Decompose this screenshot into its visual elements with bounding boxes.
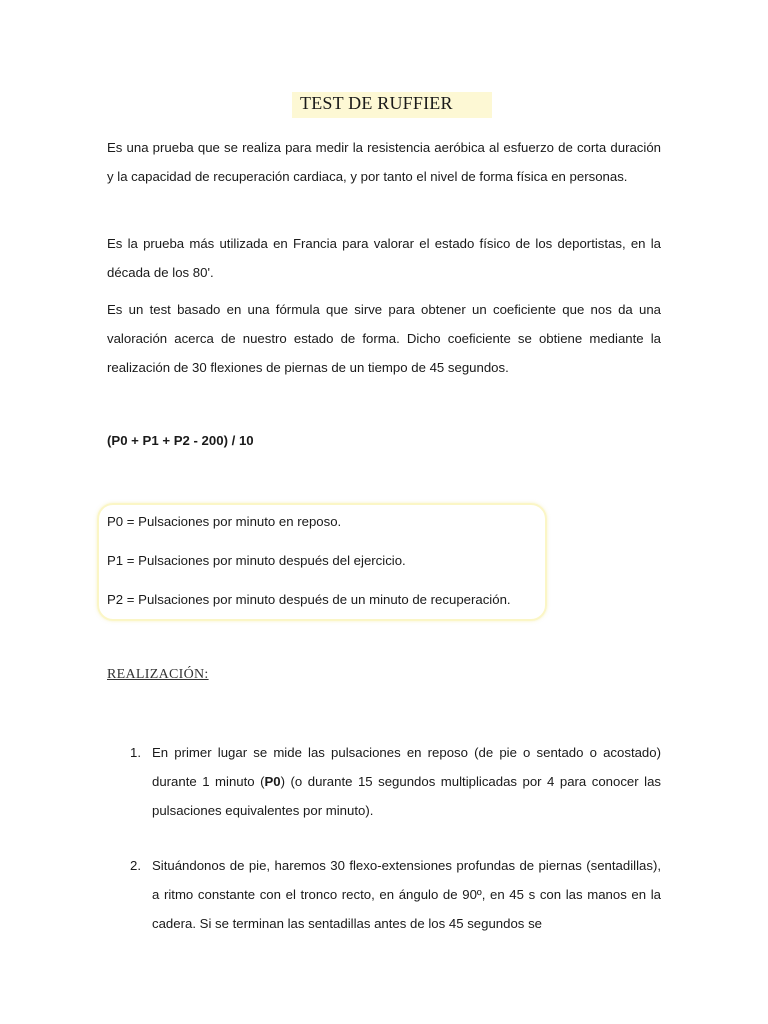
page-title: TEST DE RUFFIER xyxy=(300,93,453,113)
definition-p0: P0 = Pulsaciones por minuto en reposo. xyxy=(107,514,342,529)
intro-paragraph: Es una prueba que se realiza para medir la resistencia aeróbica al esfuerzo de corta duración y la capacidad de recuperación cardiaca, y por tanto el nivel de forma física en personas. xyxy=(107,140,661,184)
history-paragraph: Es la prueba más utilizada en Francia para valorar el estado físico de los deportistas, en la década de los 80'. xyxy=(107,236,661,280)
definition-p2: P2 = Pulsaciones por minuto después de un minuto de recuperación. xyxy=(107,592,511,607)
step-text-after: ) (o durante 15 segundos multiplicadas por 4 para conocer las pulsaciones equivalentes por minuto). xyxy=(152,774,661,818)
list-item-text: Situándonos de pie, haremos 30 flexo-extensiones profundas de piernas (sentadillas), a ritmo constante con el tronco recto, en ángulo de 90º, en 45 s con las manos en la cadera. Si se terminan las sentadillas antes de los 45 segundos se xyxy=(152,858,661,931)
formula-description-paragraph: Es un test basado en una fórmula que sirve para obtener un coeficiente que nos da una valoración acerca de nuestro estado de forma. Dicho coeficiente se obtiene mediante la realización de 30 flexiones de piernas de un tiempo de 45 segundos. xyxy=(107,302,661,375)
step-text-before: En primer lugar se mide las pulsaciones en reposo (de pie o sentado o acostado) durante 1 minuto ( xyxy=(152,745,661,789)
step-bold-term: P0 xyxy=(264,774,281,789)
list-number: 2. xyxy=(130,858,141,873)
section-heading-realizacion: REALIZACIÓN: xyxy=(107,667,209,682)
definition-p1: P1 = Pulsaciones por minuto después del ejercicio. xyxy=(107,553,406,568)
list-number: 1. xyxy=(130,745,141,760)
list-item-text xyxy=(152,738,661,825)
ruffier-formula: (P0 + P1 + P2 - 200) / 10 xyxy=(107,433,254,448)
